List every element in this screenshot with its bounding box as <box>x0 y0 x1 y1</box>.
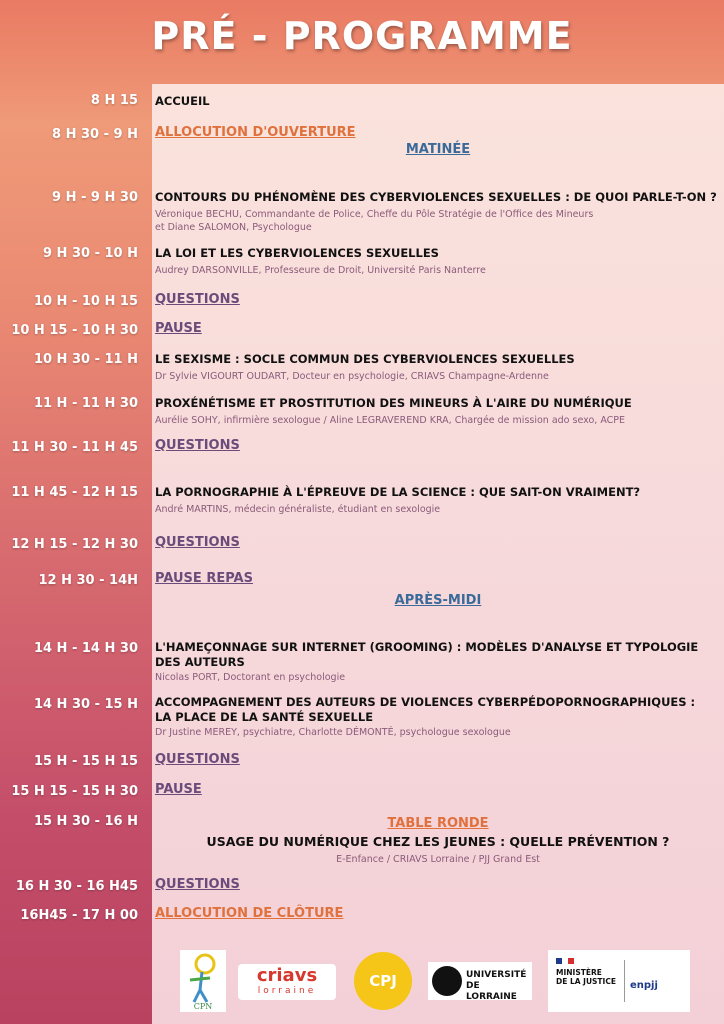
time-slot: 14 H - 14 H 30 <box>33 641 138 656</box>
logo-divider <box>624 960 625 1002</box>
session-title: LA LOI ET LES CYBERVIOLENCES SEXUELLES <box>155 246 439 260</box>
criavs-logo <box>238 964 336 1000</box>
session-speaker: André MARTINS, médecin généraliste, étudiant en sexologie <box>155 504 441 515</box>
questions-link[interactable]: QUESTIONS <box>155 752 240 767</box>
time-slot: 10 H 15 - 10 H 30 <box>11 323 138 338</box>
session <box>155 485 720 516</box>
session-speaker: E-Enfance / CRIAVS Lorraine / PJJ Grand Est <box>336 854 540 865</box>
session-title: CONTOURS DU PHÉNOMÈNE DES CYBERVIOLENCES SEXUELLES : DE QUOI PARLE-T-ON ? <box>155 190 717 204</box>
session-title: LA PLACE DE LA SANTÉ SEXUELLE <box>155 710 374 724</box>
session <box>155 640 720 684</box>
session-speaker: Nicolas PORT, Doctorant en psychologie <box>155 672 346 683</box>
section-morning: MATINÉE <box>405 142 471 157</box>
criavs-region: lorraine <box>257 986 317 996</box>
time-slot: 12 H 15 - 12 H 30 <box>11 537 138 552</box>
opening-speech-link[interactable]: ALLOCUTION D'OUVERTURE <box>155 125 356 140</box>
session-title: USAGE DU NUMÉRIQUE CHEZ LES JEUNES : QUELLE PRÉVENTION ? <box>206 834 670 849</box>
session-title: DES AUTEURS <box>155 655 245 669</box>
time-slot: 10 H 30 - 11 H <box>33 352 138 367</box>
session-title: LA PORNOGRAPHIE À L'ÉPREUVE DE LA SCIENCE : QUE SAIT-ON VRAIMENT? <box>155 485 641 499</box>
criavs-name: criavs <box>256 965 318 986</box>
ministry-line1: MINISTÈRE <box>556 968 602 977</box>
cpn-text: CPN <box>193 1002 213 1011</box>
ul-circle-icon <box>432 966 462 996</box>
page-title: PRÉ - PROGRAMME <box>151 14 573 58</box>
time-slot: 8 H 30 - 9 H <box>52 127 138 142</box>
time-slot: 14 H 30 - 15 H <box>33 697 138 712</box>
round-table <box>152 812 724 866</box>
round-table-label[interactable]: TABLE RONDE <box>387 816 489 831</box>
time-slot: 15 H - 15 H 15 <box>33 754 138 769</box>
pause-link[interactable]: PAUSE <box>155 782 202 797</box>
section-afternoon: APRÈS-MIDI <box>394 593 482 608</box>
session <box>155 246 720 277</box>
lunch-break-link[interactable]: PAUSE REPAS <box>155 571 253 586</box>
time-slot: 11 H 45 - 12 H 15 <box>11 485 138 500</box>
questions-link[interactable]: QUESTIONS <box>155 292 240 307</box>
time-slot: 12 H 30 - 14H <box>38 573 138 588</box>
time-slot: 9 H - 9 H 30 <box>52 190 138 205</box>
session-title: ACCOMPAGNEMENT DES AUTEURS DE VIOLENCES CYBERPÉDOPORNOGRAPHIQUES : <box>155 695 696 709</box>
closing-speech-link[interactable]: ALLOCUTION DE CLÔTURE <box>155 906 344 921</box>
questions-link[interactable]: QUESTIONS <box>155 438 240 453</box>
session-title: PROXÉNÉTISME ET PROSTITUTION DES MINEURS À L'AIRE DU NUMÉRIQUE <box>155 396 632 410</box>
session-title: ACCUEIL <box>155 94 210 108</box>
time-slot: 16 H 30 - 16 H45 <box>15 879 138 894</box>
session-title: LE SEXISME : SOCLE COMMUN DES CYBERVIOLENCES SEXUELLES <box>155 352 575 366</box>
ministry-line2: DE LA JUSTICE <box>556 977 616 986</box>
session-title: L'HAMEÇONNAGE SUR INTERNET (GROOMING) : MODÈLES D'ANALYSE ET TYPOLOGIE <box>155 640 699 654</box>
session <box>155 396 720 427</box>
ul-line1: UNIVERSITÉ <box>466 970 527 980</box>
marianne-flag-icon <box>556 958 574 964</box>
questions-link[interactable]: QUESTIONS <box>155 877 240 892</box>
session-speaker: Dr Sylvie VIGOURT OUDART, Docteur en psychologie, CRIAVS Champagne-Ardenne <box>155 371 549 382</box>
questions-link[interactable]: QUESTIONS <box>155 535 240 550</box>
session-speaker: Dr Justine MEREY, psychiatre, Charlotte DÉMONTÉ, psychologue sexologue <box>155 727 511 738</box>
session-speaker: Aurélie SOHY, infirmière sexologue / Aline LEGRAVEREND KRA, Chargée de mission ado sexo, ACPE <box>155 415 626 426</box>
session <box>155 190 720 234</box>
partner-logos <box>152 946 724 1018</box>
time-slot: 15 H 30 - 16 H <box>33 814 138 829</box>
session-speaker: Véronique BECHU, Commandante de Police, Cheffe du Pôle Stratégie de l'Office des Mineurs <box>155 209 594 220</box>
session <box>155 352 720 383</box>
universite-lorraine-logo <box>428 962 532 1000</box>
ul-line2: DE LORRAINE <box>466 981 517 1002</box>
session-speaker: et Diane SALOMON, Psychologue <box>155 222 312 233</box>
time-slot: 11 H - 11 H 30 <box>33 396 138 411</box>
time-slot: 10 H - 10 H 15 <box>33 294 138 309</box>
session-speaker: Audrey DARSONVILLE, Professeure de Droit, Université Paris Nanterre <box>155 265 486 276</box>
cpj-logo <box>354 952 412 1010</box>
time-slot: 15 H 15 - 15 H 30 <box>11 784 138 799</box>
time-slot: 16H45 - 17 H 00 <box>20 908 138 923</box>
pause-link[interactable]: PAUSE <box>155 321 202 336</box>
cpn-logo <box>180 950 226 1012</box>
time-slot: 8 H 15 <box>90 93 138 108</box>
time-slot: 11 H 30 - 11 H 45 <box>11 440 138 455</box>
enpjj-text: enpjj <box>630 980 658 991</box>
cpj-text: CPJ <box>369 972 397 990</box>
ministere-justice-logo <box>548 950 690 1012</box>
time-slot: 9 H 30 - 10 H <box>42 246 138 261</box>
session <box>155 695 720 739</box>
